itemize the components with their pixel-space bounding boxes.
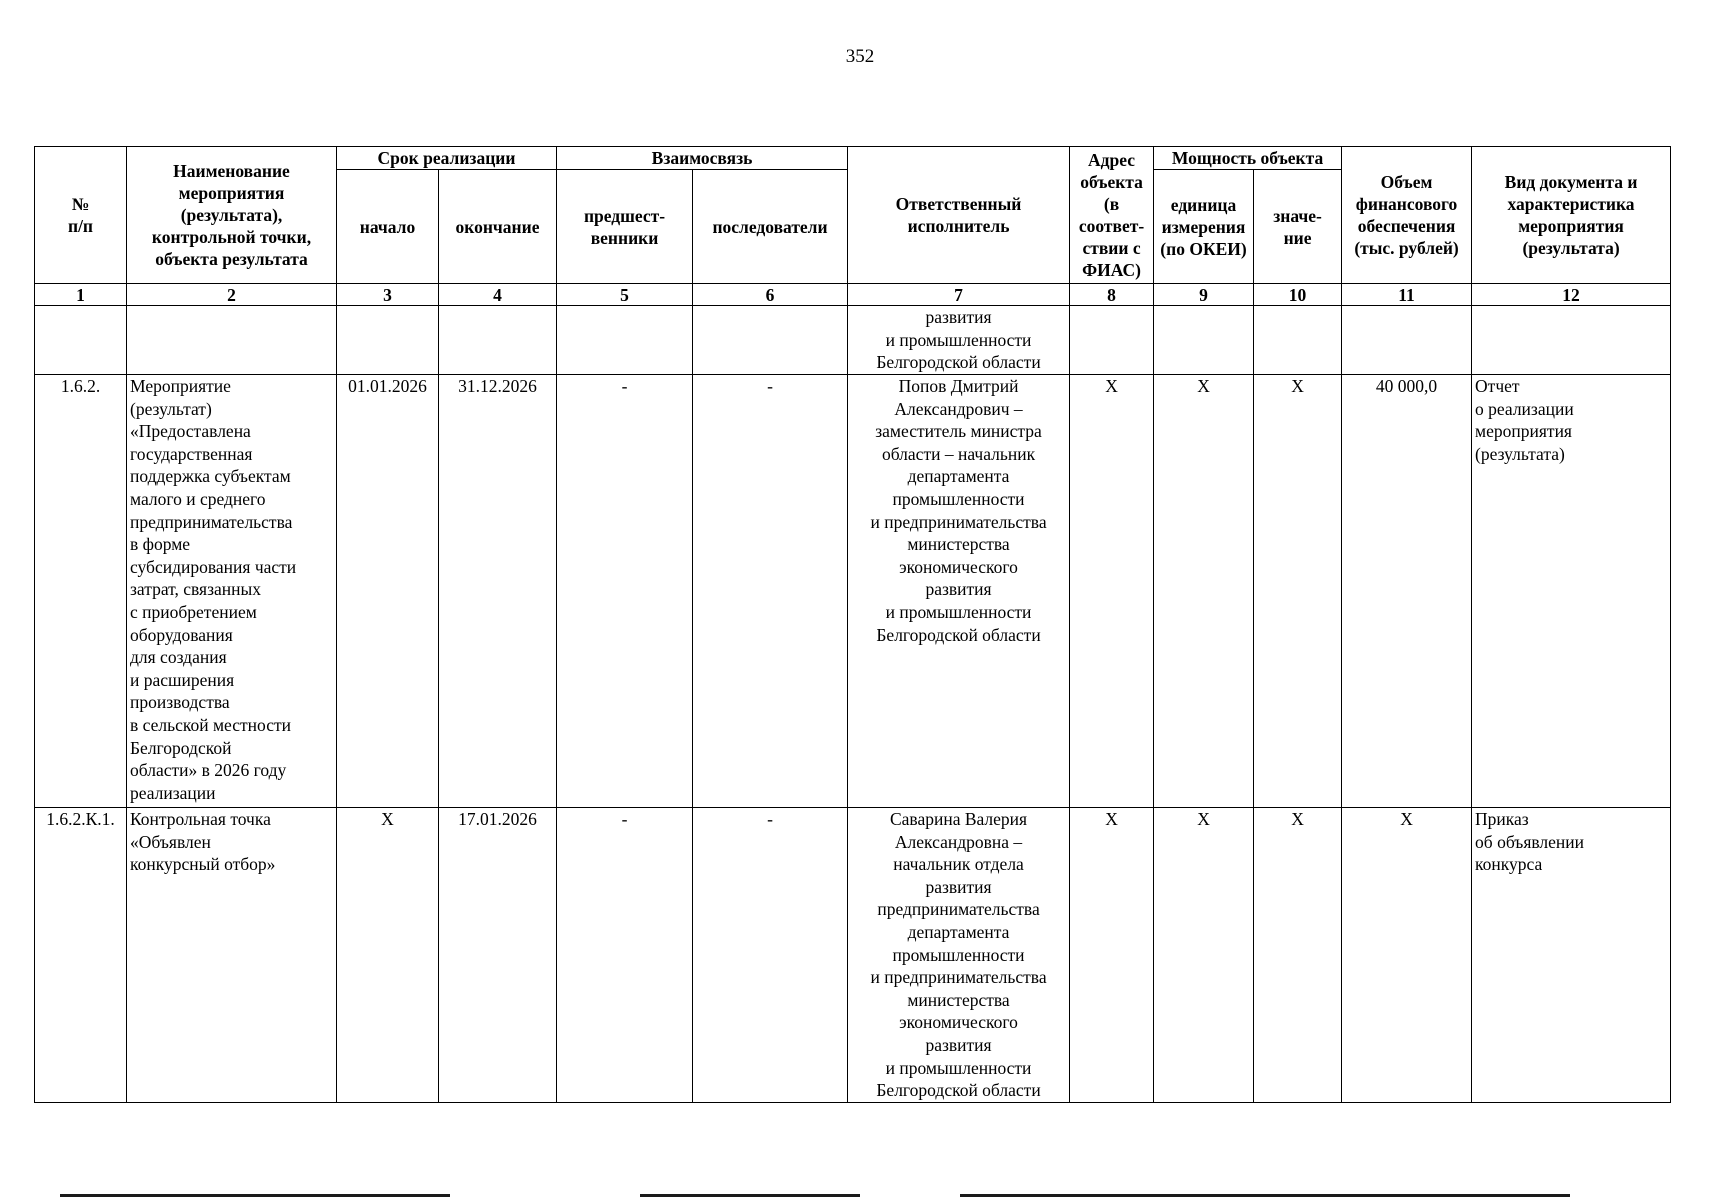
header-predecessors: предшест- венники	[557, 170, 693, 284]
cell-doc: Отчет о реализации мероприятия (результата)	[1472, 375, 1671, 808]
column-number: 8	[1070, 284, 1154, 306]
cell-funding: Х	[1342, 808, 1472, 1103]
header-capacity: Мощность объекта	[1154, 147, 1342, 170]
column-number: 11	[1342, 284, 1472, 306]
header-value: значе- ние	[1254, 170, 1342, 284]
cell-end: 31.12.2026	[439, 375, 557, 808]
table-row	[35, 375, 1671, 808]
column-number: 5	[557, 284, 693, 306]
activity-plan-table	[34, 146, 1671, 1103]
header-responsible: Ответственный исполнитель	[848, 147, 1070, 284]
column-number: 7	[848, 284, 1070, 306]
header-term: Срок реализации	[337, 147, 557, 170]
cell-address: Х	[1070, 375, 1154, 808]
cell-responsible: развития и промышленности Белгородской области	[848, 306, 1070, 375]
cell-value: Х	[1254, 808, 1342, 1103]
cell-responsible: Саварина Валерия Александровна – начальник отдела развития предпринимательства департамента промышленности и предпринимательства министерства экономического развития и промышленности Белгородской области	[848, 808, 1070, 1103]
cell-name: Контрольная точка «Объявлен конкурсный отбор»	[127, 808, 337, 1103]
header-num: № п/п	[35, 147, 127, 284]
header-successors: последователи	[693, 170, 848, 284]
header-funding: Объем финансового обеспечения (тыс. рублей)	[1342, 147, 1472, 284]
column-number: 10	[1254, 284, 1342, 306]
cell-address: Х	[1070, 808, 1154, 1103]
cell-start: Х	[337, 808, 439, 1103]
cell-address	[1070, 306, 1154, 375]
cell-unit: Х	[1154, 808, 1254, 1103]
cell-value: Х	[1254, 375, 1342, 808]
header-address: Адрес объекта (в соответ-ствии с ФИАС)	[1070, 147, 1154, 284]
cell-successors: -	[693, 808, 848, 1103]
scan-edge-line	[640, 1194, 860, 1197]
header-doc: Вид документа и характеристика мероприятия (результата)	[1472, 147, 1671, 284]
cell-successors: -	[693, 375, 848, 808]
column-number: 9	[1154, 284, 1254, 306]
column-number: 1	[35, 284, 127, 306]
cell-successors	[693, 306, 848, 375]
column-number: 3	[337, 284, 439, 306]
cell-doc: Приказ об объявлении конкурса	[1472, 808, 1671, 1103]
cell-num: 1.6.2.К.1.	[35, 808, 127, 1103]
cell-value	[1254, 306, 1342, 375]
column-number-row	[35, 284, 1671, 306]
column-number: 12	[1472, 284, 1671, 306]
cell-name: Мероприятие (результат) «Предоставлена государственная поддержка субъектам малого и среднего предпринимательства в форме субсидирования части затрат, связанных с приобретением оборудования для создания и расширения производства в сельской местности Белгородской области» в 2026 году реализации	[127, 375, 337, 808]
cell-start: 01.01.2026	[337, 375, 439, 808]
cell-num: 1.6.2.	[35, 375, 127, 808]
table-header	[35, 147, 1671, 306]
header-end: окончание	[439, 170, 557, 284]
cell-funding	[1342, 306, 1472, 375]
header-relation: Взаимосвязь	[557, 147, 848, 170]
column-number: 2	[127, 284, 337, 306]
table-row-continuation	[35, 306, 1671, 375]
cell-unit	[1154, 306, 1254, 375]
header-unit: единица измерения (по ОКЕИ)	[1154, 170, 1254, 284]
header-start: начало	[337, 170, 439, 284]
cell-predecessors	[557, 306, 693, 375]
cell-funding: 40 000,0	[1342, 375, 1472, 808]
header-name: Наименование мероприятия (результата), контрольной точки, объекта результата	[127, 147, 337, 284]
column-number: 4	[439, 284, 557, 306]
column-number: 6	[693, 284, 848, 306]
cell-end	[439, 306, 557, 375]
cell-responsible: Попов Дмитрий Александрович – заместитель министра области – начальник департамента промышленности и предпринимательства министерства экономического развития и промышленности Белгородской области	[848, 375, 1070, 808]
cell-predecessors: -	[557, 808, 693, 1103]
cell-start	[337, 306, 439, 375]
cell-num	[35, 306, 127, 375]
cell-predecessors: -	[557, 375, 693, 808]
cell-name	[127, 306, 337, 375]
table-row	[35, 808, 1671, 1103]
cell-unit: Х	[1154, 375, 1254, 808]
page-number: 352	[845, 46, 875, 67]
cell-doc	[1472, 306, 1671, 375]
cell-end: 17.01.2026	[439, 808, 557, 1103]
scan-edge-line	[60, 1194, 450, 1197]
scan-edge-line	[960, 1194, 1570, 1197]
